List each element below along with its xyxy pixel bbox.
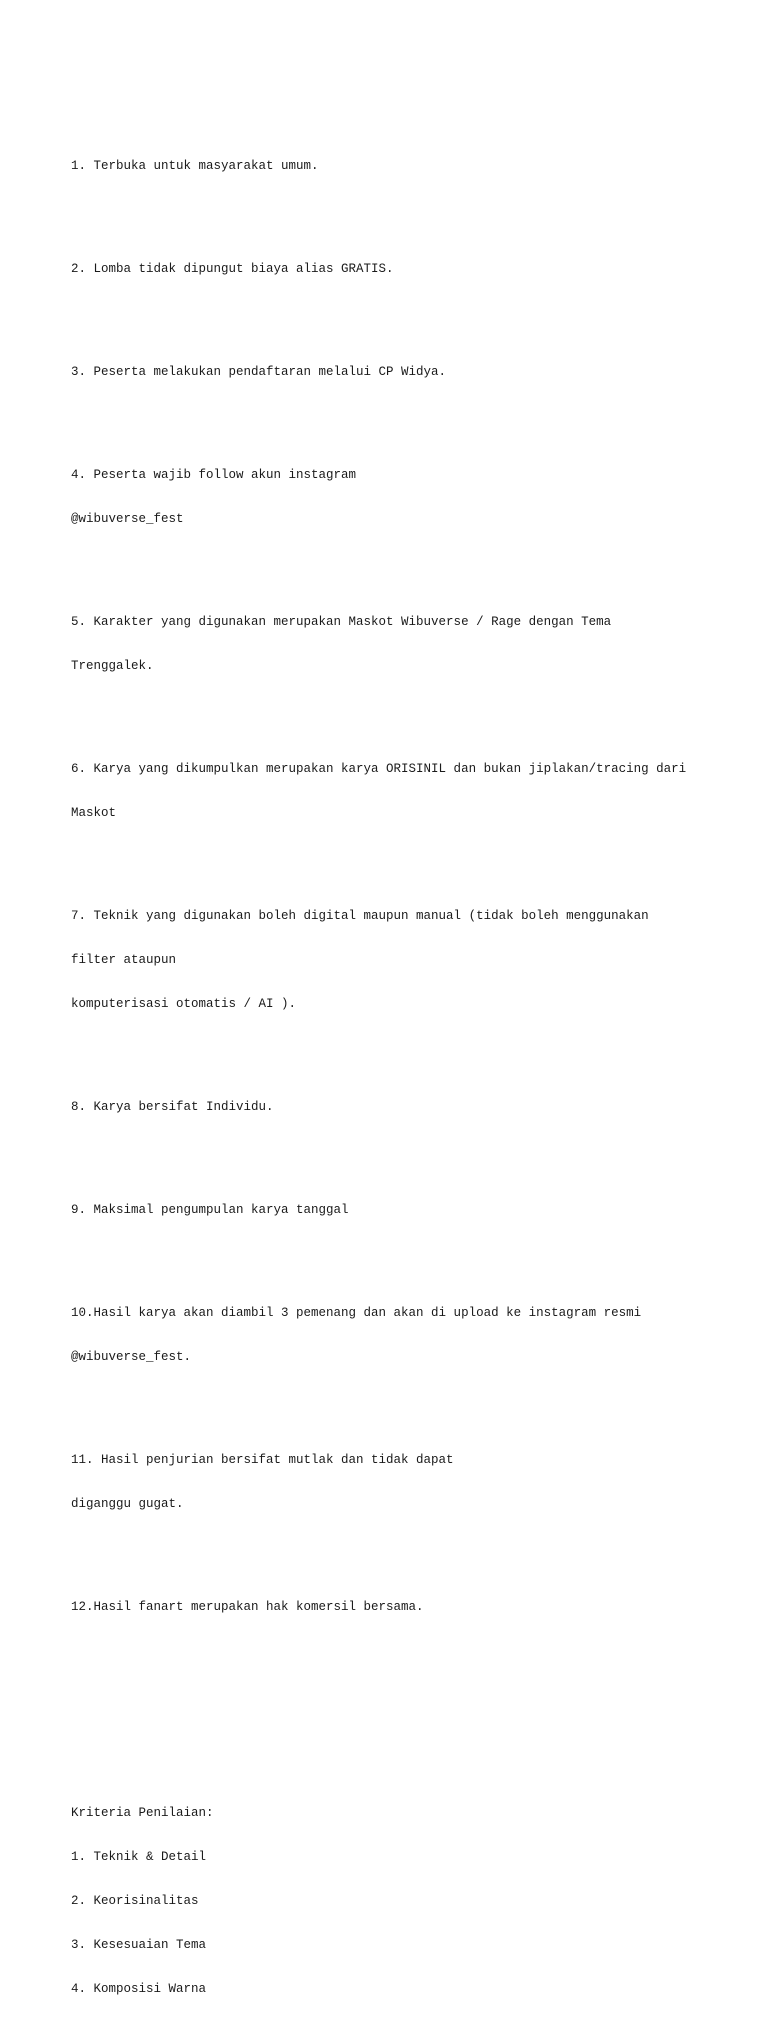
rule-line: 2. Lomba tidak dipungut biaya alias GRATIS.	[71, 262, 394, 277]
rule-item	[71, 439, 761, 557]
rule-item	[71, 1071, 761, 1145]
rule-item	[71, 130, 761, 204]
rule-item	[71, 1570, 761, 1644]
rule-item	[71, 1423, 761, 1541]
rule-line: filter ataupun	[71, 953, 177, 968]
rule-line: 8. Karya bersifat Individu.	[71, 1100, 274, 1115]
rule-line: Trenggalek.	[71, 659, 154, 674]
rule-line: 12.Hasil fanart merupakan hak komersil bersama.	[71, 1599, 424, 1614]
rule-item	[71, 586, 761, 704]
document-page	[71, 71, 761, 2041]
rule-line: 1. Terbuka untuk masyarakat umum.	[71, 159, 319, 174]
criteria-item: 4. Komposisi Warna	[71, 1982, 207, 1997]
rule-line: 3. Peserta melakukan pendaftaran melalui CP Widya.	[71, 365, 447, 380]
spacer	[71, 1717, 761, 1732]
rule-line: Maskot	[71, 806, 117, 821]
criteria-item: 3. Kesesuaian Tema	[71, 1937, 207, 1952]
rule-line: komputerisasi otomatis / AI ).	[71, 997, 297, 1012]
rule-item	[71, 1276, 761, 1394]
rule-line: 4. Peserta wajib follow akun instagram	[71, 467, 357, 482]
rule-line: 7. Teknik yang digunakan boleh digital maupun manual (tidak boleh menggunakan	[71, 908, 649, 923]
criteria-section	[71, 1776, 761, 2026]
criteria-item: 2. Keorisinalitas	[71, 1893, 199, 1908]
rule-item	[71, 233, 761, 307]
rule-item	[71, 1174, 761, 1248]
rule-line: 10.Hasil karya akan diambil 3 pemenang dan akan di upload ke instagram resmi	[71, 1305, 642, 1320]
rule-line: @wibuverse_fest	[71, 512, 184, 527]
rule-item	[71, 880, 761, 1042]
rule-line: diganggu gugat.	[71, 1496, 184, 1511]
criteria-heading: Kriteria Penilaian:	[71, 1805, 214, 1820]
rule-line: 5. Karakter yang digunakan merupakan Maskot Wibuverse / Rage dengan Tema	[71, 614, 612, 629]
rule-line: 11. Hasil penjurian bersifat mutlak dan tidak dapat	[71, 1452, 454, 1467]
rules-list	[71, 100, 761, 1673]
rule-item	[71, 733, 761, 851]
rule-line: 6. Karya yang dikumpulkan merupakan karya ORISINIL dan bukan jiplakan/tracing dari	[71, 761, 687, 776]
rule-line: @wibuverse_fest.	[71, 1349, 192, 1364]
criteria-item: 1. Teknik & Detail	[71, 1849, 207, 1864]
rule-line: 9. Maksimal pengumpulan karya tanggal	[71, 1202, 349, 1217]
rule-item	[71, 336, 761, 410]
